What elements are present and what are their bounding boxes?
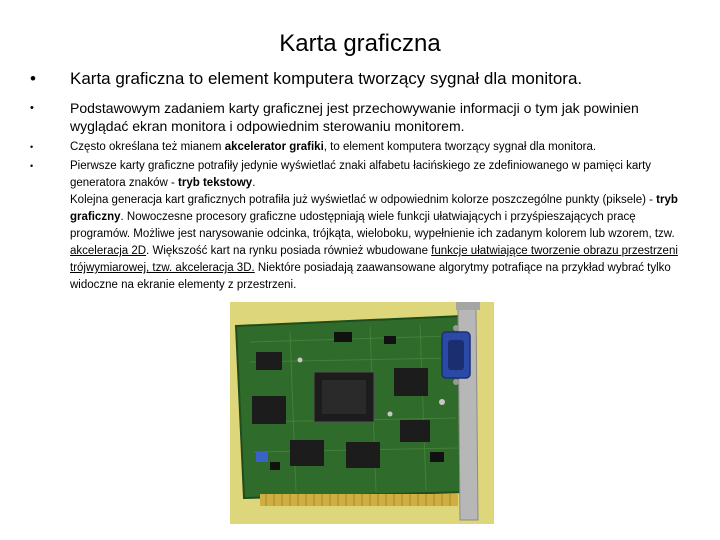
bullet-2-text: Podstawowym zadaniem karty graficznej jest przechowywanie informacji o tym jak powinien wyglądać ekran monitora i odpowiednim sterowaniu monitorem. xyxy=(70,100,639,134)
bullet-marker: • xyxy=(30,102,34,114)
paragraph-1-end: . xyxy=(252,177,256,189)
paragraph-2-mid2: . Większość kart na rynku posiada również wbudowane xyxy=(146,245,432,257)
bullet-3-text-start: Często określana też mianem xyxy=(70,141,225,153)
bullet-4 xyxy=(30,158,690,294)
bullet-3-text xyxy=(70,139,690,156)
bullet-marker: • xyxy=(30,69,36,88)
paragraph-1-text: Pierwsze karty graficzne potrafiły jedynie wyświetlać znaki alfabetu łacińskiego ze zdefiniowanego w pamięci karty generatora znaków - xyxy=(70,160,652,189)
bullet-marker: • xyxy=(30,161,34,171)
paragraph-2-end: Niektóre posiadają zaawansowane algorytmy potrafiące na przykład wybrać tylko widoczne na ekranie elementy z przestrzeni. xyxy=(70,262,671,291)
paragraph-2-text: Kolejna generacja kart graficznych potrafiła już wyświetlać w odpowiednim kolorze poszczególne punkty (piksele) - xyxy=(70,194,657,206)
bullet-4-text xyxy=(70,158,690,294)
term-tryb-graficzny: tryb graficzny xyxy=(70,194,678,223)
link-akceleracja-3d[interactable]: funkcje ułatwiające tworzenie obrazu przestrzeni trójwymiarowej, tzw. akceleracja 3D. xyxy=(70,245,678,274)
slide-title: Karta graficzna xyxy=(279,30,441,57)
bullet-3 xyxy=(30,139,690,156)
graphics-card-photo xyxy=(230,302,494,524)
paragraph-2-mid: . Nowoczesne procesory graficzne udostępniają wiele funkcji ułatwiających i przyśpieszających pracę programów. Możliwe jest narysowanie odcinka, trójkąta, wieloboku, wypełnienie ich zadanym kolorem lub wzorem, tzw. xyxy=(70,211,675,240)
link-akceleracja-2d[interactable]: akceleracja 2D xyxy=(70,245,147,257)
bullet-1 xyxy=(30,68,690,90)
bullet-marker: • xyxy=(30,142,34,152)
term-akcelerator: akcelerator grafiki xyxy=(224,141,324,153)
bullet-3-text-end: , to element komputera tworzący sygnał dla monitora. xyxy=(323,141,597,153)
term-tryb-tekstowy: tryb tekstowy xyxy=(178,177,253,189)
bullet-2 xyxy=(30,99,690,135)
bullet-1-text: Karta graficzna to element komputera tworzący sygnał dla monitora. xyxy=(70,69,583,88)
